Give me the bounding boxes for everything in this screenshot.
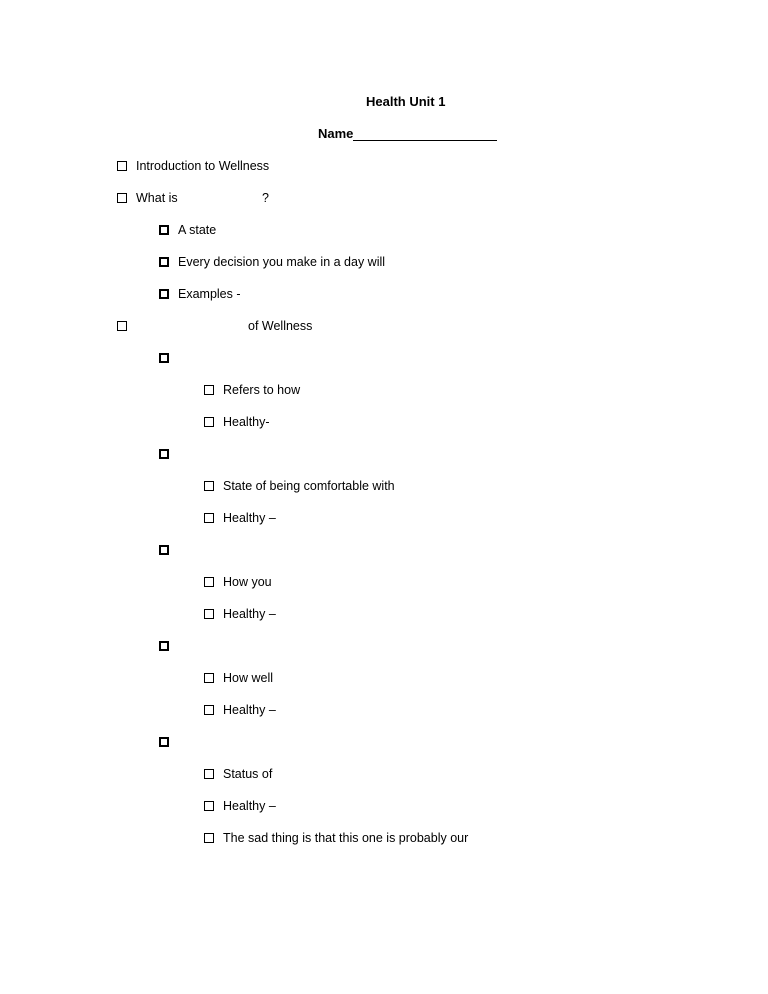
filled-square-bullet-icon [159, 289, 169, 299]
square-bullet-icon [204, 673, 214, 683]
item-text: How well [223, 671, 274, 685]
square-bullet-icon [204, 769, 214, 779]
item-text: Introduction to Wellness [136, 159, 270, 173]
name-field [318, 126, 497, 141]
name-label: Name [318, 126, 354, 141]
item-text: How you [223, 575, 272, 589]
filled-square-bullet-icon [159, 257, 169, 267]
square-bullet-icon [204, 481, 214, 491]
square-bullet-icon [204, 385, 214, 395]
filled-square-bullet-icon [159, 545, 169, 555]
square-bullet-icon [117, 161, 127, 171]
item-text: Every decision you make in a day will [178, 255, 386, 269]
item-text: What is [136, 191, 178, 205]
item-text: Healthy – [223, 799, 276, 813]
square-bullet-icon [204, 417, 214, 427]
filled-square-bullet-icon [159, 641, 169, 651]
square-bullet-icon [117, 321, 127, 331]
item-text: Healthy – [223, 511, 276, 525]
square-bullet-icon [204, 513, 214, 523]
item-text: Refers to how [223, 383, 301, 397]
item-text: Healthy – [223, 607, 276, 621]
square-bullet-icon [204, 801, 214, 811]
square-bullet-icon [204, 609, 214, 619]
filled-square-bullet-icon [159, 225, 169, 235]
filled-square-bullet-icon [159, 449, 169, 459]
square-bullet-icon [204, 833, 214, 843]
item-text: Status of [223, 767, 273, 781]
filled-square-bullet-icon [159, 353, 169, 363]
item-text: A state [178, 223, 217, 237]
item-text: The sad thing is that this one is probably our [223, 831, 469, 845]
filled-square-bullet-icon [159, 737, 169, 747]
square-bullet-icon [204, 577, 214, 587]
item-suffix-text: ? [262, 191, 269, 205]
item-text: State of being comfortable with [223, 479, 395, 493]
square-bullet-icon [204, 705, 214, 715]
name-blank-line [353, 126, 497, 141]
square-bullet-icon [117, 193, 127, 203]
document-title: Health Unit 1 [366, 94, 446, 109]
item-text: Healthy – [223, 703, 276, 717]
item-suffix-text: of Wellness [248, 319, 313, 333]
item-text: Examples - [178, 287, 241, 301]
item-text: Healthy- [223, 415, 270, 429]
